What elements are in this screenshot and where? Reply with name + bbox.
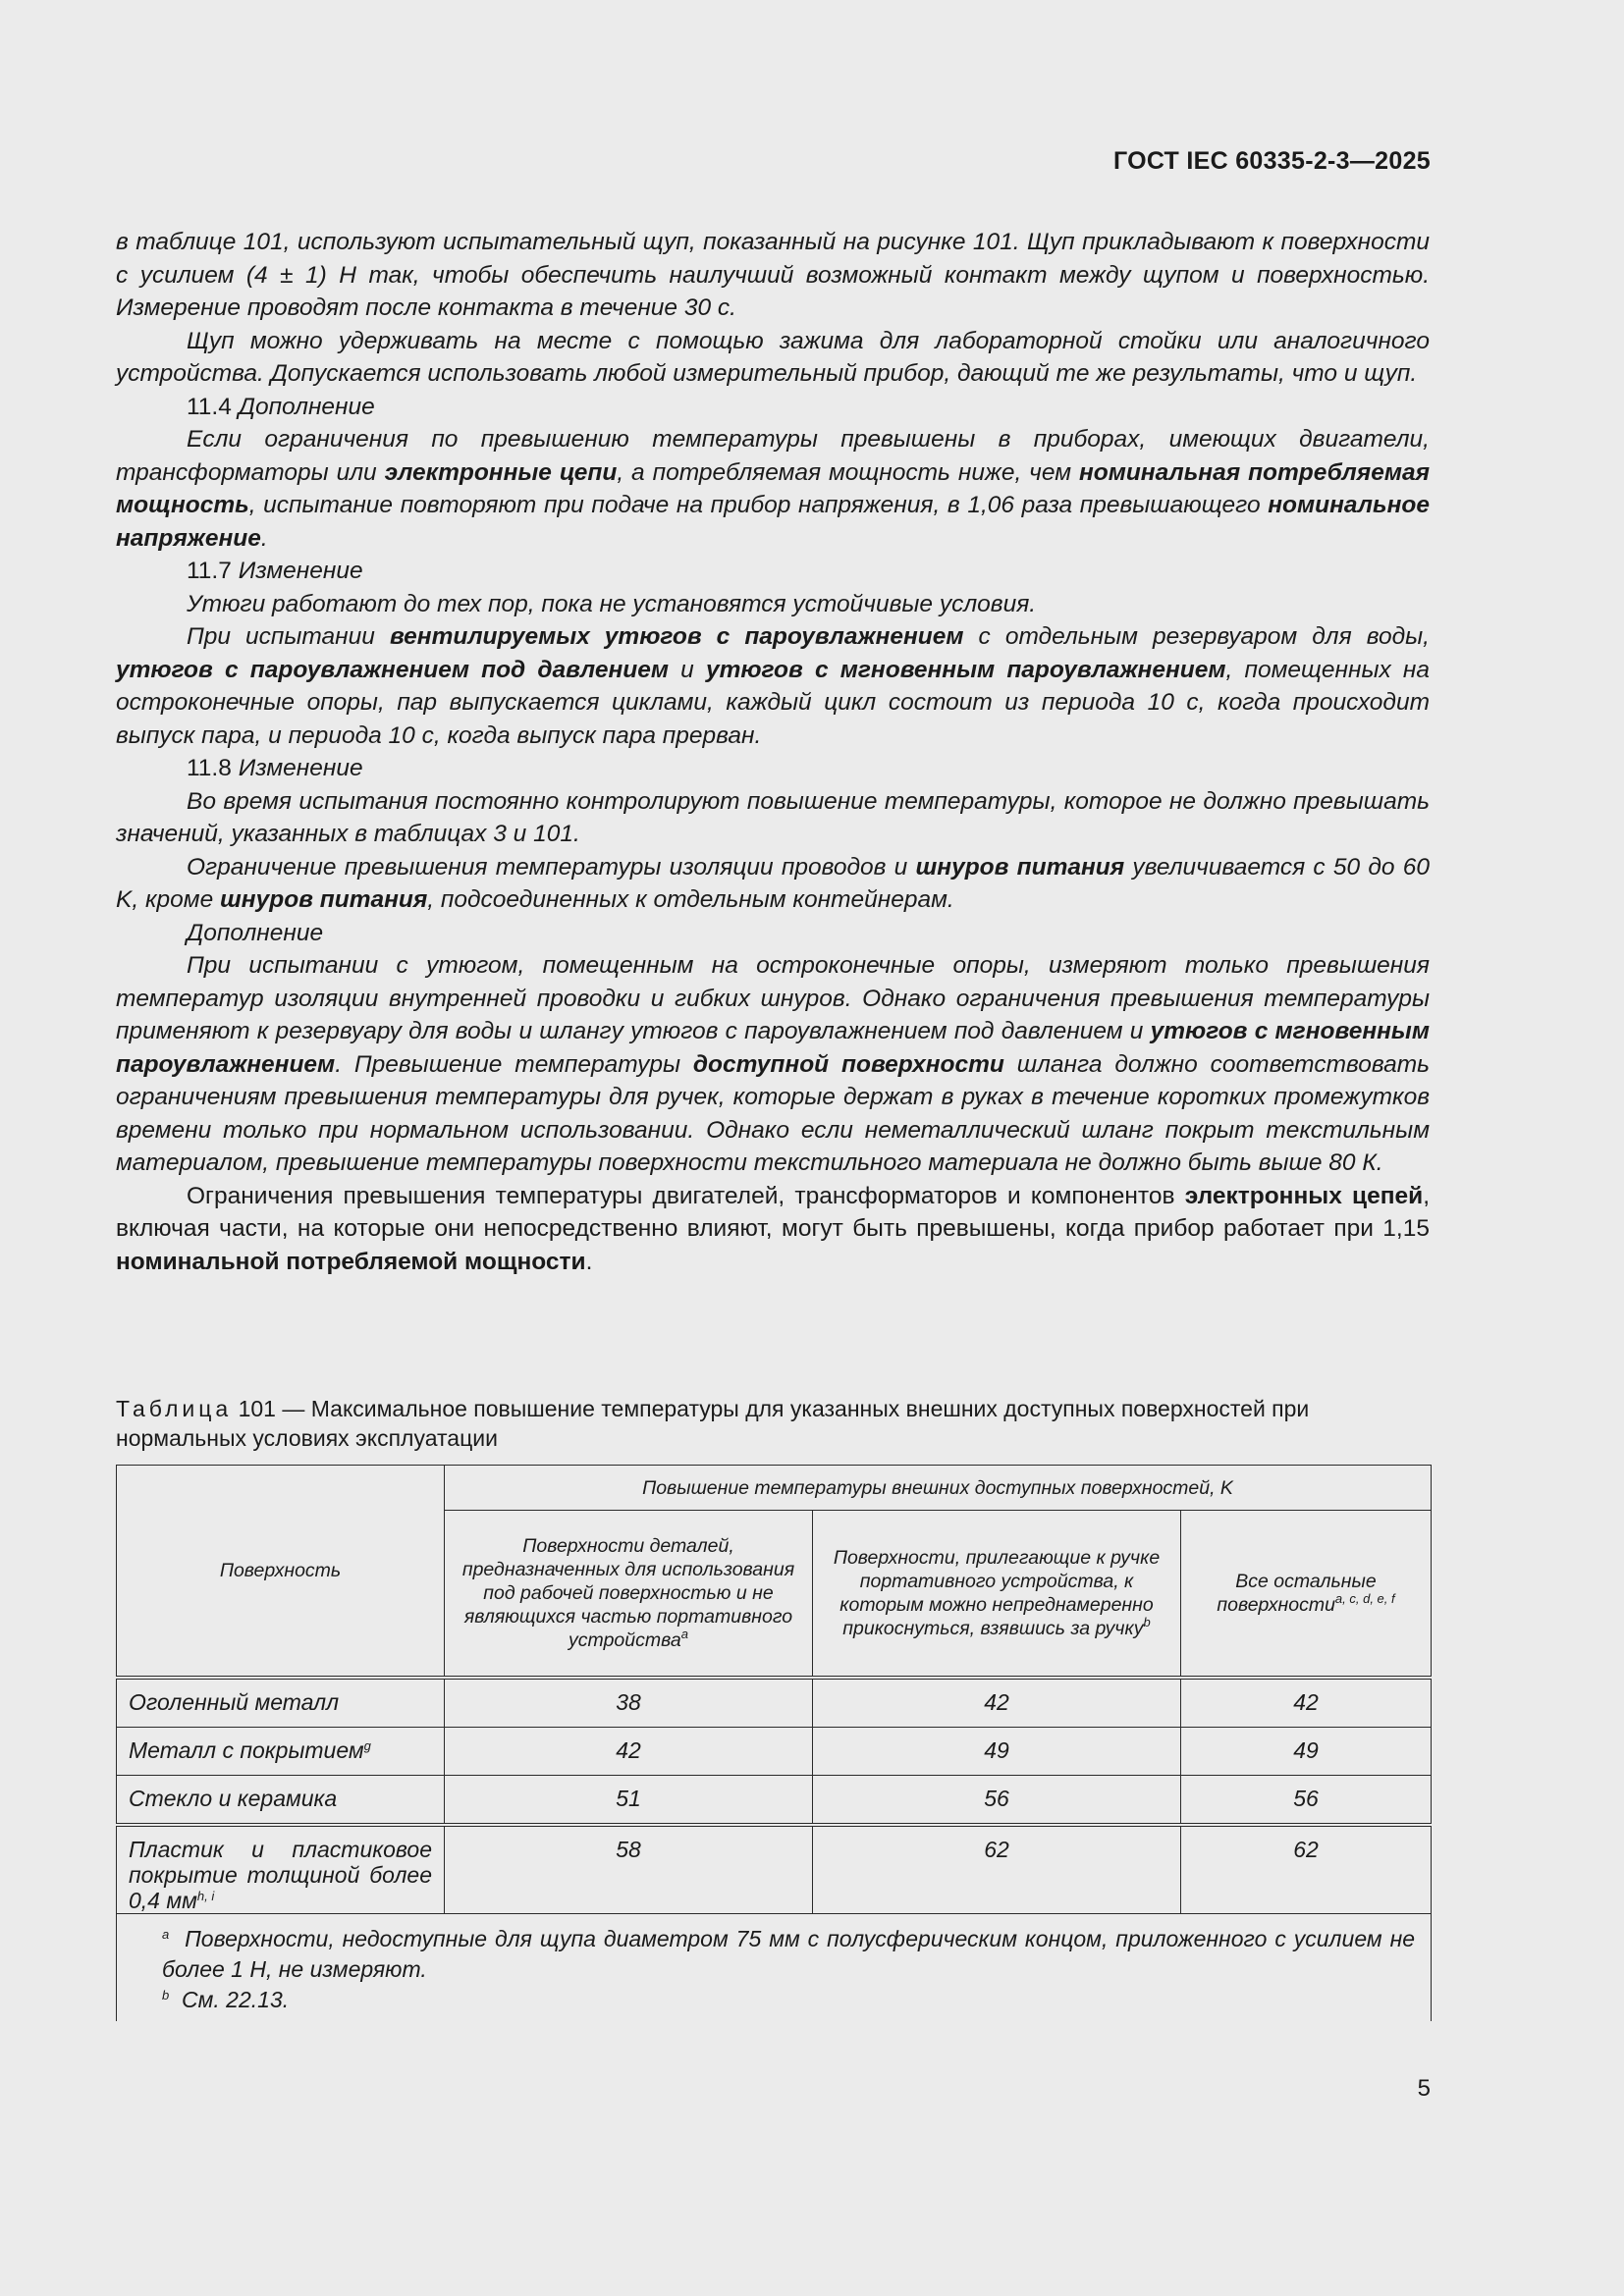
section-number: 11.4 [187,393,232,420]
cell-value: 38 [445,1678,813,1728]
header-col-near-handle [813,1511,1181,1678]
row-surface [117,1727,445,1775]
term-pressurized-steam-irons: утюгов с пароувлажнением под давлением [116,656,669,683]
table-row [117,1775,1432,1825]
term-accessible-surface: доступной поверхности [692,1050,1004,1078]
paragraph-steam-cycles [116,620,1430,752]
footnote-a [133,1924,1415,1985]
page-number: 5 [1417,2075,1431,2102]
footnote-ref: a [680,1626,688,1641]
header-col-under-worktop [445,1511,813,1678]
footnote-ref: a, c, d, e, f [1334,1590,1395,1606]
cell-value: 42 [1181,1678,1432,1728]
term-rated-power-input: номинальной потребляемой мощности [116,1248,586,1275]
surface-text: Металл с покрытием [129,1737,364,1763]
text-run: . [585,1248,593,1275]
table-row [117,1825,1432,1914]
footnote-text: См. 22.13. [182,1986,290,2012]
text-run: шланга должно соответствовать ограничениям превышения температуры для ручек, которые держат в руках в течение коротких промежутков времени только при нормальном использовании. Однако если неметаллический шланг покрыт текстильным материалом, превышение температуры поверхности текстильного материала не должно быть выше 80 К. [116,1050,1431,1176]
footnote-mark: b [162,1987,170,2002]
surface-text: Оголенный металл [129,1689,340,1715]
header-surface: Поверхность [117,1466,445,1678]
surface-text: Пластик и пластиковое покрытие толщиной более 0,4 мм [129,1836,432,1913]
cell-value: 62 [813,1825,1181,1914]
row-surface [117,1825,445,1914]
footnote-text: Поверхности, недоступные для щупа диаметром 75 мм с полусферическим концом, приложенного с усилием не более 1 Н, не измеряют. [162,1925,1416,1982]
term-electronic-circuits: электронных цепей [1184,1182,1424,1209]
cell-value: 42 [445,1727,813,1775]
text-run: Ограничения превышения температуры двигателей, трансформаторов и компонентов [187,1182,1185,1209]
term-instant-steam-irons: утюгов с мгновенным пароувлажнением [116,1018,1430,1078]
section-number: 11.7 [187,558,232,584]
document-id-header: ГОСТ IEC 60335-2-3—2025 [1112,147,1431,175]
section-heading-11-7 [116,555,1430,588]
term-instant-steam-irons: утюгов с мгновенным пароувлажнением [705,656,1226,683]
header-text: Все остальные поверхности [1217,1570,1377,1616]
paragraph-probe-clamp: Щуп можно удерживать на месте с помощью зажима для лабораторной стойки или аналогичного устройства. Допускается использовать любой измерительный прибор, дающий те же результаты, что и щуп. [116,327,1430,387]
text-run: При испытании с утюгом, помещенным на остроконечные опоры, измеряют только превышения температур изоляции внутренней проводки и гибких шнуров. Однако ограничения превышения температуры применяют к резервуару для воды и шлангу утюгов с пароувлажнением под давлением и [116,952,1430,1044]
text-run: Если ограничения по превышению температуры превышены в приборах, имеющих двигатели, трансформаторы или [116,426,1430,486]
term-electronic-circuits: электронные цепи [384,458,618,486]
section-number: 11.8 [187,755,232,781]
text-run: Ограничение превышения температуры изоляции проводов и [187,853,916,881]
header-text: Поверхности, прилегающие к ручке портативного устройства, к которым можно непреднамеренно прикоснуться, взявшись за ручку [833,1546,1161,1639]
table-101 [116,1465,1432,2021]
cell-value: 56 [1181,1775,1432,1825]
table-row [117,1727,1432,1775]
term-vented-steam-irons: вентилируемых утюгов с пароувлажнением [389,623,964,650]
text-run: , помещенных на остроконечные опоры, пар выпускается циклами, каждый цикл состоит из периода 10 с, когда происходит выпуск пара, и периода 10 с, когда выпуск пара прерван. [116,656,1430,749]
paragraph-cord-limit [116,851,1430,917]
footnote-b [133,1985,1415,2015]
paragraph-steady-conditions: Утюги работают до тех пор, пока не установятся устойчивые условия. [187,590,1037,617]
footnote-ref: h, i [196,1888,215,1903]
footnote-ref: g [363,1738,371,1753]
section-title: Изменение [238,755,363,781]
table-row [117,1678,1432,1728]
cell-value: 56 [813,1775,1181,1825]
row-surface [117,1775,445,1825]
text-run: , подсоединенных к отдельным контейнерам. [427,886,954,913]
text-run: При испытании [187,623,390,650]
text-run: , включая части, на которые они непосредственно влияют, могут быть превышены, когда прибор работает при 1,15 [116,1182,1431,1242]
section-title: Изменение [238,558,363,584]
section-heading-11-4 [116,391,1430,424]
cell-value: 51 [445,1775,813,1825]
row-surface [117,1678,445,1728]
paragraph-monitoring: Во время испытания постоянно контролируют повышение температуры, которое не должно превышать значений, указанных в таблицах 3 и 101. [116,787,1430,847]
footnote-mark: a [162,1926,170,1942]
cell-value: 49 [1181,1727,1432,1775]
footnotes-cell [117,1913,1432,2021]
paragraph-motor-limits [116,423,1430,555]
cell-value: 42 [813,1678,1181,1728]
header-temperature-rise: Повышение температуры внешних доступных поверхностей, K [445,1466,1432,1511]
paragraph-hose-limits [116,949,1430,1180]
table-caption-word: Таблица [116,1396,233,1421]
term-supply-cords: шнуров питания [220,886,428,913]
header-col-other-surfaces [1181,1511,1432,1678]
text-run: , испытание повторяют при подаче на прибор напряжения, в 1,06 раза превышающего [248,492,1269,518]
paragraph-addition-label: Дополнение [187,919,324,946]
cell-value: 58 [445,1825,813,1914]
section-title: Дополнение [238,393,375,420]
term-rated-voltage: номинальное напряжение [116,492,1430,552]
header-text: Поверхности деталей, предназначенных для использования под рабочей поверхностью и не являющихся частью портативного устройства [461,1534,795,1651]
section-heading-11-8 [116,752,1430,785]
surface-text: Стекло и керамика [129,1786,338,1811]
paragraph-electronic-limits [116,1180,1430,1279]
term-supply-cords: шнуров питания [915,853,1125,881]
table-caption-text: — Максимальное повышение температуры для указанных внешних доступных поверхностей при нормальных условиях эксплуатации [116,1396,1310,1451]
term-rated-power-input: номинальная потребляемая мощность [116,458,1430,518]
table-footnotes [117,1913,1432,2021]
table-caption [116,1394,1430,1453]
paragraph-probe-application: в таблице 101, используют испытательный щуп, показанный на рисунке 101. Щуп прикладывают к поверхности с усилием (4 ± 1) Н так, чтобы обеспечить наилучший возможный контакт между щупом и поверхностью. Измерение проводят после контакта в течение 30 с. [116,229,1430,321]
text-run: , а потребляемая мощность ниже, чем [617,458,1079,486]
table-caption-number: 101 [238,1396,276,1421]
text-run: . [260,524,268,552]
footnote-ref: b [1143,1614,1151,1629]
body-text [116,226,1430,1278]
text-run: увеличивается с 50 до 60 K, кроме [116,853,1430,913]
text-run: с отдельным резервуаром для воды, [963,623,1430,650]
text-run: и [669,656,706,683]
cell-value: 62 [1181,1825,1432,1914]
text-run: . Превышение температуры [335,1050,693,1078]
cell-value: 49 [813,1727,1181,1775]
